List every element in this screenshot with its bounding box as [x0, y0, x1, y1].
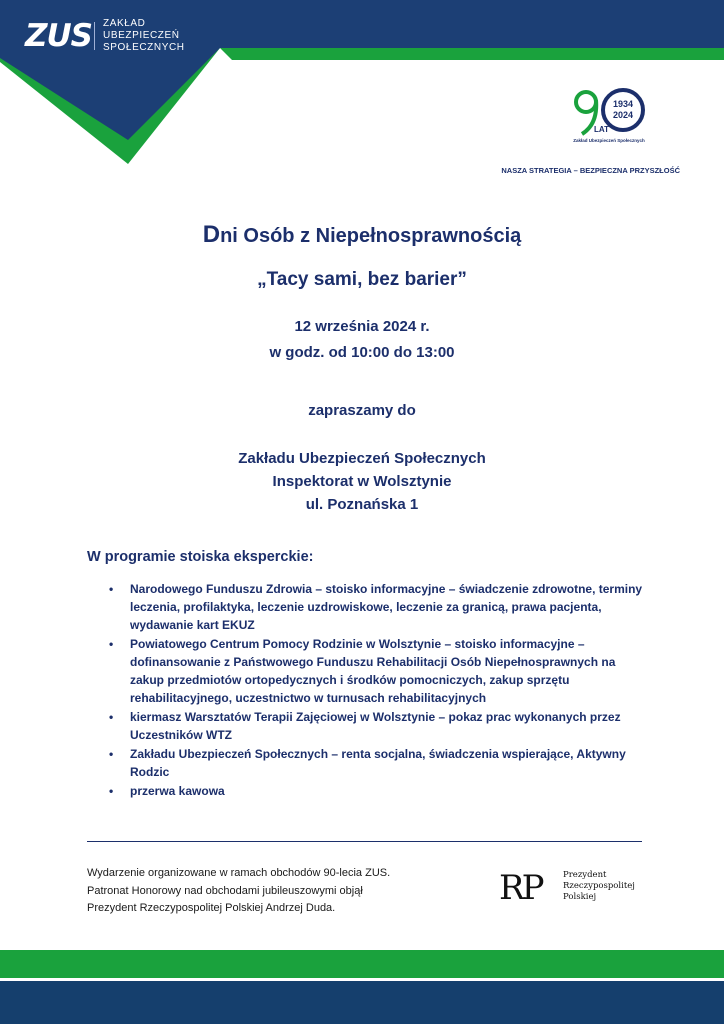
list-item	[106, 745, 646, 781]
footer-note-line: Prezydent Rzeczypospolitej Polskiej Andrzej Duda.	[87, 902, 336, 914]
list-item	[106, 635, 646, 707]
org-name-line: SPOŁECZNYCH	[103, 42, 185, 53]
list-item	[106, 782, 646, 800]
bullet-icon: •	[109, 784, 114, 798]
title-rest: ni Osób z Niepełnosprawnością	[220, 225, 522, 247]
event-date: 12 września 2024 r.	[294, 318, 430, 335]
event-address: ul. Poznańska 1	[305, 496, 419, 513]
event-subtitle: „Tacy sami, bez barier”	[257, 269, 467, 290]
strategy-slogan: NASZA STRATEGIA – BEZPIECZNA PRZYSZŁOŚĆ	[501, 166, 680, 175]
inspectorate-name: Inspektorat w Wolsztynie	[272, 473, 452, 490]
logo-divider	[94, 22, 95, 50]
president-caption	[563, 870, 635, 903]
bullet-icon: •	[109, 747, 114, 761]
bullet-icon: •	[109, 637, 114, 651]
institution-name: Zakładu Ubezpieczeń Społecznych	[238, 450, 486, 467]
event-title	[0, 221, 724, 249]
org-name-line: UBEZPIECZEŃ	[103, 30, 180, 41]
anniversary-years-label: LAT	[594, 125, 609, 134]
title-initial: D	[202, 221, 221, 248]
footer-note	[87, 865, 390, 918]
bullet-icon: •	[109, 710, 114, 724]
anniversary-year-end: 2024	[612, 110, 634, 120]
bullet-icon: •	[109, 582, 114, 596]
anniversary-caption: Zakład Ubezpieczeń Społecznych	[573, 138, 645, 143]
president-caption-line: Rzeczypospolitej	[563, 881, 635, 891]
zus-full-name	[103, 18, 185, 54]
event-hours: w godz. od 10:00 do 13:00	[269, 344, 455, 361]
president-caption-line: Polskiej	[563, 892, 597, 902]
footer-divider	[87, 841, 642, 842]
zus-logo: ZUS	[25, 18, 92, 54]
anniversary-logo	[568, 86, 650, 146]
footer-band-green	[0, 950, 724, 978]
footer-note-line: Patronat Honorowy nad obchodami jubileuszowymi objął	[87, 884, 363, 897]
list-item-text: Zakładu Ubezpieczeń Społecznych – renta socjalna, świadczenia wspierające, Aktywny Rodzic	[130, 747, 626, 779]
footer-band-navy	[0, 981, 724, 1024]
list-item	[106, 580, 646, 634]
org-name-line: ZAKŁAD	[103, 18, 146, 29]
invite-text: zapraszamy do	[308, 402, 416, 419]
list-item-text: przerwa kawowa	[130, 784, 225, 798]
list-item-text: Powiatowego Centrum Pomocy Rodzinie w Wolsztynie – stoisko informacyjne – dofinansowanie z Państwowego Funduszu Rehabilitacji Osób Niepełnosprawnych na zakup przedmiotów ortopedycznych i środków pomocniczych, zakup sprzętu rehabilitacyjnego, uczestnictwo w turnusach rehabilitacyjnych	[130, 637, 616, 705]
program-heading: W programie stoiska eksperckie:	[87, 549, 314, 565]
anniversary-year-start: 1934	[612, 99, 634, 109]
list-item	[106, 708, 646, 744]
president-caption-line: Prezydent	[563, 870, 607, 880]
footer-note-line: Wydarzenie organizowane w ramach obchodów 90-lecia ZUS.	[87, 867, 391, 879]
list-item-text: kiermasz Warsztatów Terapii Zajęciowej w Wolsztynie – pokaz prac wykonanych przez Uczestników WTZ	[130, 710, 621, 742]
president-logo: RP	[499, 868, 542, 908]
program-list	[106, 580, 646, 801]
list-item-text: Narodowego Funduszu Zdrowia – stoisko informacyjne – świadczenie zdrowotne, terminy leczenia, profilaktyka, leczenie uzdrowiskowe, leczenie za granicą, prawa pacjenta, wydawanie kart EKUZ	[130, 582, 643, 632]
